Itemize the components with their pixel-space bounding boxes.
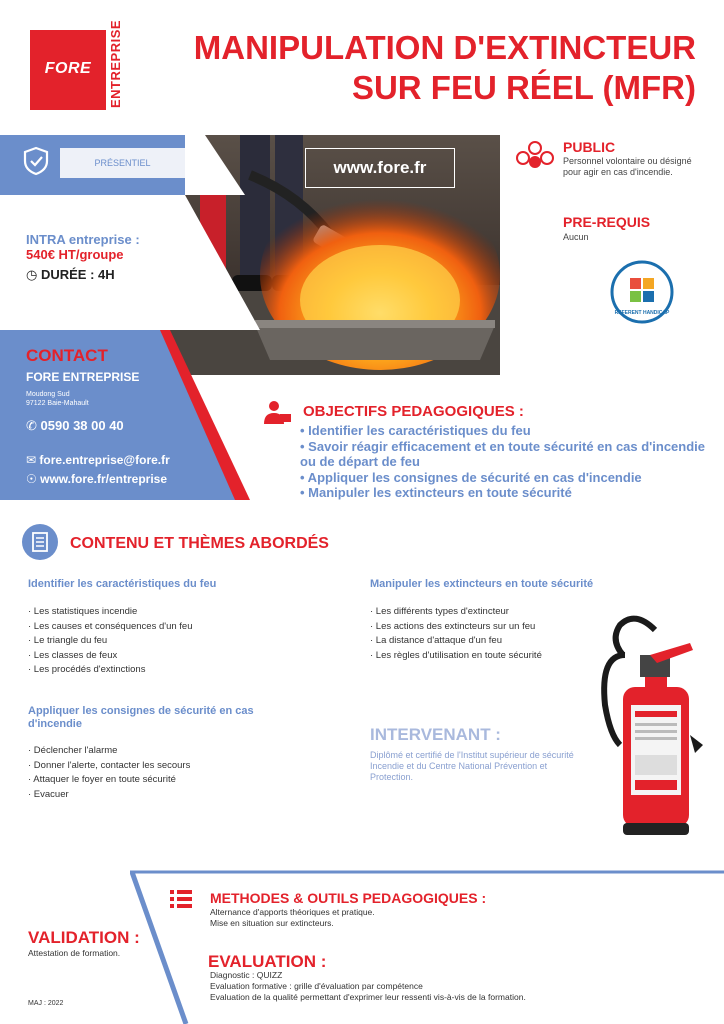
evaluation-text: Diagnostic : QUIZZ Evaluation formative : grille d'évaluation par compétence Evaluation de la qualité permettant d'exprimer leur ressenti vis-à-vis de la formation. — [210, 970, 526, 1002]
list-item: · Les statistiques incendie — [28, 606, 138, 617]
price: 540€ HT/groupe — [26, 247, 124, 262]
methodes-text: Alternance d'apports théoriques et pratique. Mise en situation sur extincteurs. — [210, 907, 375, 928]
clock-icon: ◷ — [26, 267, 38, 282]
phone-icon: ✆ — [26, 418, 37, 433]
list-item: · Evacuer — [28, 788, 69, 800]
logo-text: FORE — [44, 60, 92, 77]
list-item: • Savoir réagir efficacement et en toute sécurité en cas d'incendie ou de départ de feu — [300, 438, 706, 469]
list-item: • Identifier les caractéristiques du feu — [300, 423, 531, 438]
public-title: PUBLIC — [563, 139, 616, 155]
list-item: · La distance d'attaque d'un feu — [370, 635, 502, 646]
list-item: · Donner l'alerte, contacter les secours — [28, 759, 191, 771]
methodes-title: METHODES & OUTILS PEDAGOGIQUES : — [210, 890, 487, 906]
hero-white-slant — [0, 195, 260, 335]
globe-icon: ☉ — [26, 472, 37, 486]
section-title: Identifier les caractéristiques du feu — [28, 578, 217, 590]
hero-contact-tail — [200, 470, 220, 500]
contact-phone[interactable]: ✆ 0590 38 00 40 — [26, 418, 124, 433]
section-items — [28, 744, 328, 802]
list-item: · Les classes de feux — [28, 649, 118, 661]
list-item: • Manipuler les extincteurs en toute sécurité — [300, 485, 572, 500]
validation-title: VALIDATION : — [28, 928, 140, 947]
svg-text:REFERENT HANDICAP: REFERENT HANDICAP — [614, 310, 670, 316]
document-icon — [22, 524, 58, 560]
duration: ◷ DURÉE : 4H — [26, 267, 115, 282]
objectifs-list — [300, 423, 710, 501]
presentiel-badge: PRÉSENTIEL — [60, 148, 185, 178]
contenu-title: CONTENU ET THÈMES ABORDÉS — [70, 535, 329, 552]
teacher-icon — [262, 400, 292, 426]
section-items — [370, 605, 610, 663]
list-item: · Les procédés d'extinctions — [28, 664, 146, 675]
list-icon — [170, 889, 192, 909]
list-item: · Les différents types d'extincteur — [370, 606, 509, 617]
list-item: · Les règles d'utilisation en toute sécurité — [370, 649, 542, 661]
objectifs-title: OBJECTIFS PEDAGOGIQUES : — [303, 403, 524, 420]
contact-company: FORE ENTREPRISE — [26, 370, 140, 384]
list-item: · Déclencher l'alarme — [28, 745, 118, 756]
section-title: Manipuler les extincteurs en toute sécurité — [370, 578, 594, 590]
contact-email[interactable]: ✉ fore.entreprise@fore.fr — [26, 453, 170, 467]
intra-label: INTRA entreprise : — [26, 232, 140, 247]
intervenant-title: INTERVENANT : — [370, 725, 501, 744]
prerequis-title: PRE-REQUIS — [563, 214, 651, 230]
handicap-referent-badge — [610, 260, 674, 324]
contact-address: Moudong Sud 97122 Baie-Mahault — [26, 391, 89, 407]
list-item: · Les actions des extincteurs sur un feu — [370, 620, 536, 632]
list-item: · Les causes et conséquences d'un feu — [28, 620, 193, 632]
page-title-line2: SUR FEU RÉEL (MFR) — [351, 69, 696, 106]
list-item: · Attaquer le foyer en toute sécurité — [28, 774, 176, 785]
contact-title: CONTACT — [26, 346, 108, 365]
list-item: • Appliquer les consignes de sécurité en cas d'incendie — [300, 469, 642, 485]
section-title: Appliquer les consignes de sécurité en cas d'incendie — [28, 705, 254, 730]
update-date: MAJ : 2022 — [28, 1000, 64, 1007]
section-items — [28, 605, 328, 678]
hero-tab-slant — [185, 135, 245, 195]
people-group-icon — [515, 140, 555, 170]
fire-extinguisher-image — [595, 595, 710, 840]
mail-icon: ✉ — [26, 453, 37, 467]
prerequis-text: Aucun — [563, 232, 589, 242]
public-text: Personnel volontaire ou désigné pour agir en cas d'incendie. — [563, 156, 692, 177]
intervenant-text: Diplômé et certifié de l'Institut supérieur de sécurité Incendie et du Centre National Prévention et Protection. — [370, 750, 574, 782]
validation-text: Attestation de formation. — [28, 948, 121, 958]
contact-web[interactable]: ☉ www.fore.fr/entreprise — [26, 472, 168, 486]
list-item: · Le triangle du feu — [28, 635, 108, 646]
website-badge[interactable]: www.fore.fr — [305, 148, 455, 188]
page-title-line1: MANIPULATION D'EXTINCTEUR — [193, 29, 696, 66]
logo-vertical: ENTREPRISE — [108, 19, 123, 108]
shield-check-icon — [22, 146, 50, 176]
evaluation-title: EVALUATION : — [208, 952, 327, 971]
